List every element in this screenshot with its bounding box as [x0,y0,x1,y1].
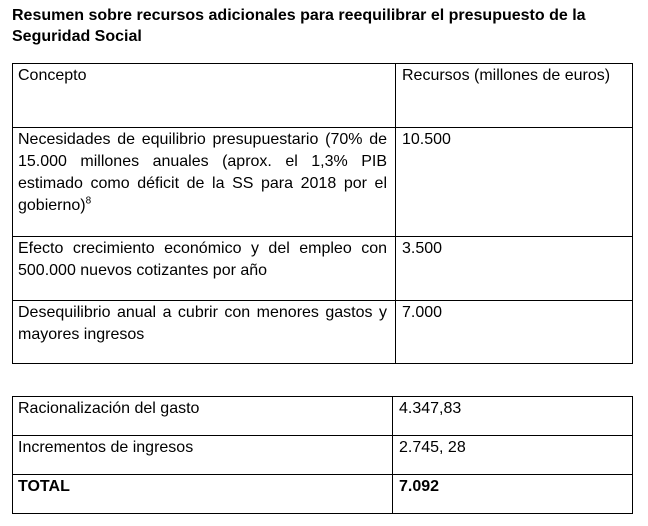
row-value: 10.500 [396,128,633,237]
table-row [13,301,633,364]
table-row [13,128,633,237]
document-title: Resumen sobre recursos adicionales para reequilibrar el presupuesto de la Seguridad Social [12,7,586,45]
table-row [13,397,633,436]
row-concept: Desequilibrio anual a cubrir con menores gastos y mayores ingresos [13,301,396,364]
row-label: Incrementos de ingresos [13,436,393,475]
row-concept: Necesidades de equilibrio presupuestario (70% de 15.000 millones anuales (aprox. el 1,3% PIB estimado como déficit de la SS para 2018 por el gobierno) [18,131,387,214]
total-row [13,475,633,514]
row-value: 3.500 [396,237,633,301]
breakdown-table [12,396,633,514]
table-row [13,436,633,475]
row-value: 4.347,83 [393,397,633,436]
row-value: 7.000 [396,301,633,364]
footnote-marker: 8 [85,195,92,207]
total-value: 7.092 [393,475,633,514]
total-label: TOTAL [13,475,393,514]
row-concept-cell [13,128,396,237]
table-row [13,237,633,301]
resources-table [12,63,633,364]
row-label: Racionalización del gasto [13,397,393,436]
row-concept: Efecto crecimiento económico y del empleo con 500.000 nuevos cotizantes por año [13,237,396,301]
row-value: 2.745, 28 [393,436,633,475]
table-header-row [13,64,633,128]
header-concept: Concepto [13,64,396,128]
header-resources: Recursos (millones de euros) [396,64,633,128]
